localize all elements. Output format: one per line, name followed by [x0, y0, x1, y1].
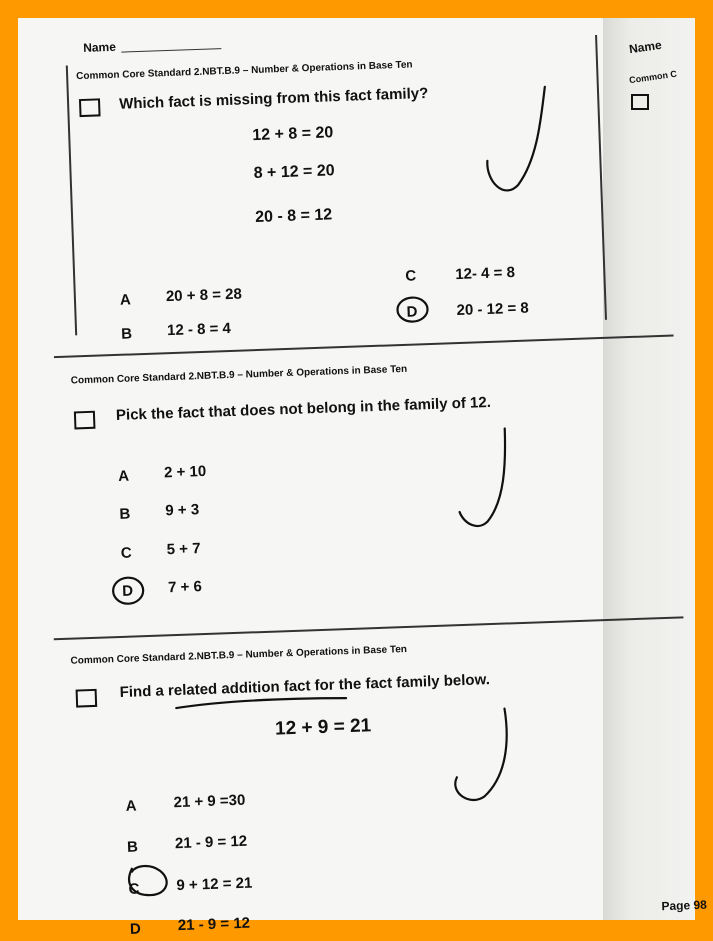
- q3-choice-d[interactable]: 21 - 9 = 12: [177, 914, 251, 935]
- q1-fact-3: 20 - 8 = 12: [254, 206, 333, 227]
- q2-choice-a-letter: A: [117, 467, 130, 485]
- q1-prompt: Which fact is missing from this fact family?: [118, 84, 429, 113]
- q2-choice-a[interactable]: 2 + 10: [163, 462, 207, 482]
- q2-choice-b-letter: B: [119, 505, 131, 523]
- worksheet-page: [2, 4, 710, 938]
- q1-choice-c[interactable]: 12- 4 = 8: [455, 263, 516, 284]
- q1-choice-b-letter: B: [120, 325, 133, 343]
- q3-prompt-underlined: related addition fact: [167, 677, 311, 700]
- q3-choice-a[interactable]: 21 + 9 =30: [173, 791, 246, 812]
- q3-choice-c[interactable]: 9 + 12 = 21: [176, 874, 253, 895]
- q2-standard: Common Core Standard 2.NBT.B.9 – Number & Operations in Base Ten: [70, 363, 408, 387]
- q2-choice-c-letter: C: [120, 544, 132, 562]
- q2-checkmark: [457, 428, 508, 526]
- q1-choice-b[interactable]: 12 - 8 = 4: [166, 319, 232, 340]
- right-standard-fragment: Common C: [628, 68, 678, 86]
- handwritten-marks: [2, 4, 710, 929]
- q3-underline: [176, 697, 346, 708]
- q3-standard: Common Core Standard 2.NBT.B.9 – Number & Operations in Base Ten: [70, 643, 408, 667]
- q3-choice-a-letter: A: [125, 797, 137, 815]
- q3-fact: 12 + 9 = 21: [274, 715, 372, 740]
- q1-choice-d[interactable]: 20 - 12 = 8: [456, 299, 529, 320]
- q3-choice-b-letter: B: [126, 838, 139, 856]
- q1-choice-d-letter: D: [406, 303, 418, 321]
- q3-checkmark: [453, 709, 509, 801]
- q2-choice-d-letter: D: [121, 582, 134, 600]
- q3-choice-b[interactable]: 21 - 9 = 12: [174, 832, 248, 853]
- q2-choice-d[interactable]: 7 + 6: [167, 578, 203, 597]
- q1-circle-d: [397, 297, 428, 322]
- q3-choice-c-letter: C: [128, 880, 140, 898]
- q1-fact-2: 8 + 12 = 20: [253, 162, 335, 183]
- page-number: Page 98: [661, 897, 708, 914]
- q3-circle-c: [129, 865, 167, 896]
- q3-prompt-after: for the fact family below.: [310, 671, 491, 695]
- q2-prompt: Pick the fact that does not belong in the family of 12.: [115, 393, 492, 424]
- q1-choice-c-letter: C: [405, 267, 417, 285]
- name-label: Name: [82, 39, 117, 55]
- q1-fact-1: 12 + 8 = 20: [252, 124, 334, 145]
- q1-choice-a-letter: A: [119, 291, 132, 309]
- q1-standard: Common Core Standard 2.NBT.B.9 – Number & Operations in Base Ten: [75, 59, 413, 83]
- q2-choice-b[interactable]: 9 + 3: [165, 501, 200, 520]
- q2-circle-d: [113, 577, 144, 604]
- q3-prompt-before: Find a: [119, 682, 169, 702]
- right-name-label: Name: [628, 37, 663, 57]
- worksheet-photo: [18, 18, 708, 938]
- q1-choice-a[interactable]: 20 + 8 = 28: [165, 285, 243, 306]
- q2-choice-c[interactable]: 5 + 7: [166, 540, 201, 559]
- q3-choice-d-letter: D: [129, 920, 142, 938]
- q1-checkmark: [485, 87, 549, 191]
